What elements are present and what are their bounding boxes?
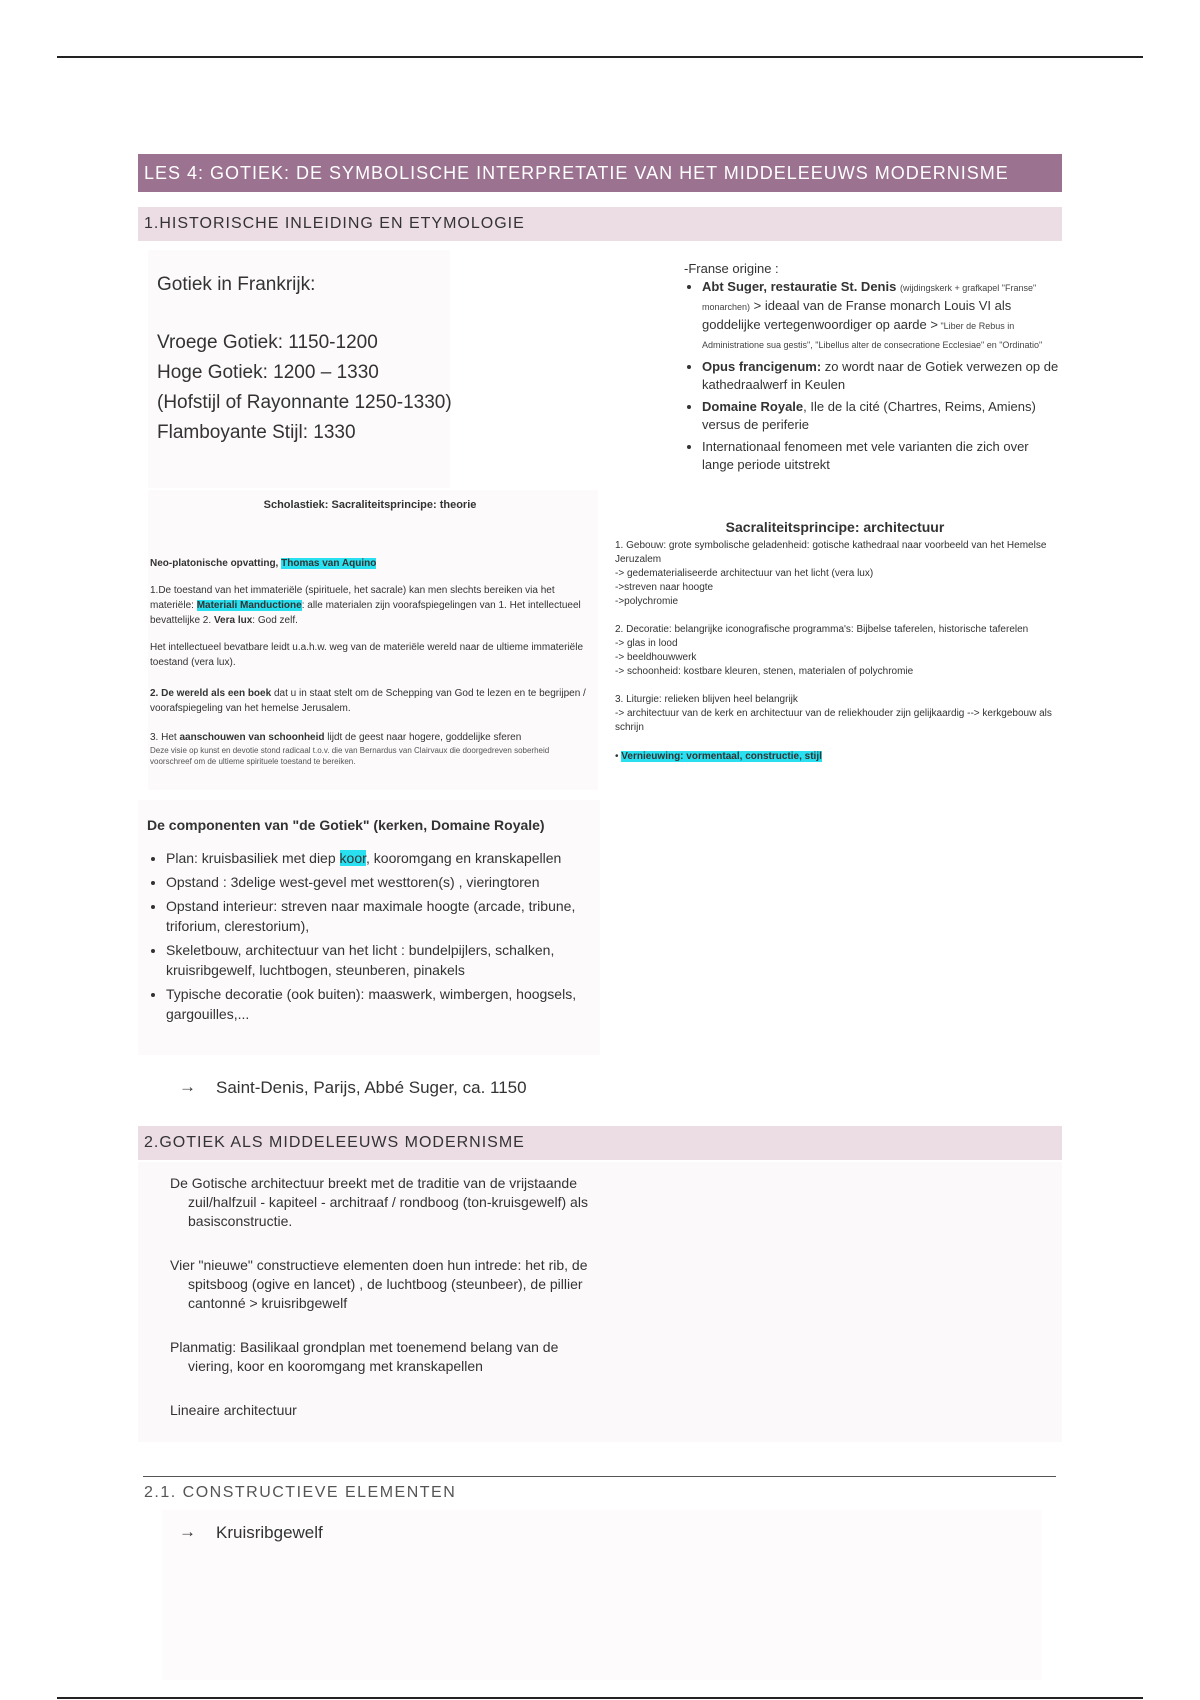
scholastiek-panel [148, 490, 598, 790]
line: 2. Decoratie: belangrijke iconografische programma's: Bijbelse taferelen, historische taferelen [615, 624, 1029, 635]
componenten-heading: De componenten van "de Gotiek" (kerken, Domaine Royale) [147, 817, 545, 833]
franse-origine-intro: -Franse origine : [684, 261, 779, 276]
vernieuwing-line: • Vernieuwing: vormentaal, constructie, stijl [615, 751, 822, 762]
bullet-bold: Abt Suger, restauratie St. Denis [702, 279, 897, 294]
document-title: LES 4: GOTIEK: DE SYMBOLISCHE INTERPRETATIE VAN HET MIDDELEEUWS MODERNISME [138, 154, 1062, 192]
line: -> architectuur van de kerk en architectuur van de reliekhouder zijn gelijkaardig --> kerkgebouw als schrijn [615, 708, 1052, 733]
list-item: • Skeletbouw, architectuur van het licht : bundelpijlers, schalken, kruisribgewelf, luchtbogen, steunberen, pinakels [166, 940, 596, 980]
text-run: aanschouwen van schoonheid [179, 732, 325, 743]
list-item [702, 398, 1060, 434]
period-item: Flamboyante Stijl: 1330 [157, 422, 356, 443]
componenten-list [148, 848, 596, 1028]
list-item [702, 278, 1060, 354]
architectuur-heading: Sacraliteitsprincipe: architectuur [725, 519, 945, 535]
scholastiek-p3 [150, 686, 590, 716]
list-item: • Opstand : 3delige west-gevel met westtoren(s) , vieringtoren [166, 872, 596, 892]
period-item: Vroege Gotiek: 1150-1200 [157, 332, 378, 353]
paragraph: De Gotische architectuur breekt met de traditie van de vrijstaande zuil/halfzuil - kapiteel - architraaf / rondboog (ton-kruisgewelf) als basisconstructie. [170, 1175, 588, 1229]
line: ->streven naar hoogte [615, 582, 714, 593]
list-item [166, 848, 596, 868]
bullet-small: (wijdingskerk + grafkapel "Franse" monarchen) [702, 283, 1037, 312]
paragraph: Lineaire architectuur [170, 1402, 297, 1418]
componenten-panel [138, 800, 600, 1055]
line: -> gedematerialiseerde architectuur van het licht (vera lux) [615, 568, 874, 579]
line: ->polychromie [615, 596, 679, 607]
subsection-rule [143, 1476, 1056, 1477]
periods-title: Gotiek in Frankrijk: [157, 274, 316, 295]
architectuur-group [615, 539, 1055, 609]
vernieuwing-highlight: Vernieuwing: vormentaal, constructie, stijl [621, 751, 822, 762]
scholastiek-p1 [150, 583, 590, 628]
bullet-small: "Liber de Rebus in Administratione sua gestis", "Libellus alter de consecratione Ecclesiae" en "Ordinatio" [702, 321, 1043, 350]
line: -> beeldhouwwerk [615, 652, 697, 663]
text-run: 3. Het [150, 732, 180, 743]
bullet-bold: Opus francigenum: [702, 359, 822, 374]
text-run: , kooromgang en kranskapellen [366, 850, 562, 866]
list-item [702, 358, 1060, 394]
period-item: (Hofstijl of Rayonnante 1250-1330) [157, 392, 452, 413]
scholastiek-heading: Scholastiek: Sacraliteitsprincipe: theorie [263, 499, 477, 511]
bullet-text: > ideaal van de Franse monarch Louis VI als goddelijke vertegenwoordiger op aarde > [702, 298, 1012, 332]
line: 1. Gebouw: grote symbolische geladenheid: gotische kathedraal naar voorbeeld van het Hemelse Jeruzalem [615, 540, 1047, 565]
arrow-icon: → [179, 1522, 196, 1541]
list-item: • Opstand interieur: streven naar maximale hoogte (arcade, tribune, triforium, clerestorium), [166, 896, 596, 936]
koor-highlight: koor [339, 850, 366, 866]
text-run: Vera lux [213, 615, 253, 626]
kruisribgewelf-line: Kruisribgewelf [216, 1523, 323, 1542]
subsection-heading: 2.1. CONSTRUCTIEVE ELEMENTEN [144, 1484, 457, 1501]
bottom-rule [57, 1697, 1143, 1699]
text-run: : alle materialen zijn voorafspiegelingen van 1. Het intellectueel bevattelijke 2. [150, 600, 581, 626]
architectuur-block [615, 520, 1055, 764]
arrow-icon: → [179, 1077, 196, 1096]
text-run: 2. De wereld als een boek [150, 688, 272, 699]
scholastiek-note: Deze visie op kunst en devotie stond radicaal t.o.v. die van Bernardus van Clairvaux die doorgedreven soberheid voorschreef om de ultieme spirituele toestand te bereiken. [150, 746, 550, 766]
scholastiek-p4 [150, 730, 590, 745]
list-item: • Typische decoratie (ook buiten): maaswerk, wimbergen, hoogsels, gargouilles,... [166, 984, 596, 1024]
section-2-heading: 2.GOTIEK ALS MIDDELEEUWS MODERNISME [138, 1126, 1062, 1160]
text-run: dat u in staat stelt om de Schepping van God te lezen en te begrijpen / voorafspiegeling van het hemelse Jerusalem. [150, 688, 586, 714]
line: -> glas in lood [615, 638, 678, 649]
scholastiek-body [150, 556, 590, 767]
text-run: Plan: kruisbasiliek met diep [166, 850, 340, 866]
bullet-bold: Domaine Royale [702, 399, 804, 414]
periods-panel [148, 250, 450, 488]
paragraph: Planmatig: Basilikaal grondplan met toenemend belang van de viering, koor en kooromgang met kranskapellen [170, 1339, 559, 1374]
text-run: 1.De toestand van het immateriële (spirituele, het sacrale) kan men slechts bereiken via het materiële: [150, 585, 555, 611]
neo-label: Neo-platonische opvatting, [150, 558, 282, 569]
text-run: lijdt de geest naar hogere, goddelijke sferen [324, 732, 522, 743]
franse-origine-block [684, 260, 1060, 478]
line: 3. Liturgie: relieken blijven heel belangrijk [615, 694, 798, 705]
scholastiek-p2: Het intellectueel bevatbare leidt u.a.h.w. weg van de materiële wereld naar de ultieme immateriële toestand (vera lux). [150, 642, 584, 668]
line: -> schoonheid: kostbare kleuren, stenen, materialen of polychromie [615, 666, 914, 677]
section-2-body [170, 1174, 600, 1445]
franse-origine-list [684, 278, 1060, 474]
top-rule [57, 56, 1143, 58]
periods-list [157, 328, 452, 448]
materiali-highlight: Materiali Manductione [196, 600, 302, 611]
saint-denis-line: Saint-Denis, Parijs, Abbé Suger, ca. 1150 [216, 1078, 527, 1097]
bullet-text: zo wordt naar de Gotiek verwezen op de kathedraalwerf in Keulen [702, 359, 1059, 392]
bullet-text: Internationaal fenomeen met vele varianten die zich over lange periode uitstrekt [702, 439, 1029, 472]
section-1-heading: 1.HISTORISCHE INLEIDING EN ETYMOLOGIE [138, 207, 1062, 241]
architectuur-group [615, 693, 1055, 735]
bullet-text: , Ile de la cité (Chartres, Reims, Amiens) versus de periferie [702, 399, 1036, 432]
section-2-panel [138, 1162, 1062, 1442]
neo-platonisch-line [150, 556, 590, 571]
thomas-highlight: Thomas van Aquino [281, 558, 377, 569]
period-item: Hoge Gotiek: 1200 – 1330 [157, 362, 379, 383]
list-item [702, 438, 1060, 474]
text-run: : God zelf. [252, 615, 298, 626]
architectuur-group [615, 623, 1055, 679]
paragraph: Vier "nieuwe" constructieve elementen doen hun intrede: het rib, de spitsboog (ogive en lancet) , de luchtboog (steunbeer), de pillier cantonné > kruisribgewelf [170, 1257, 588, 1311]
